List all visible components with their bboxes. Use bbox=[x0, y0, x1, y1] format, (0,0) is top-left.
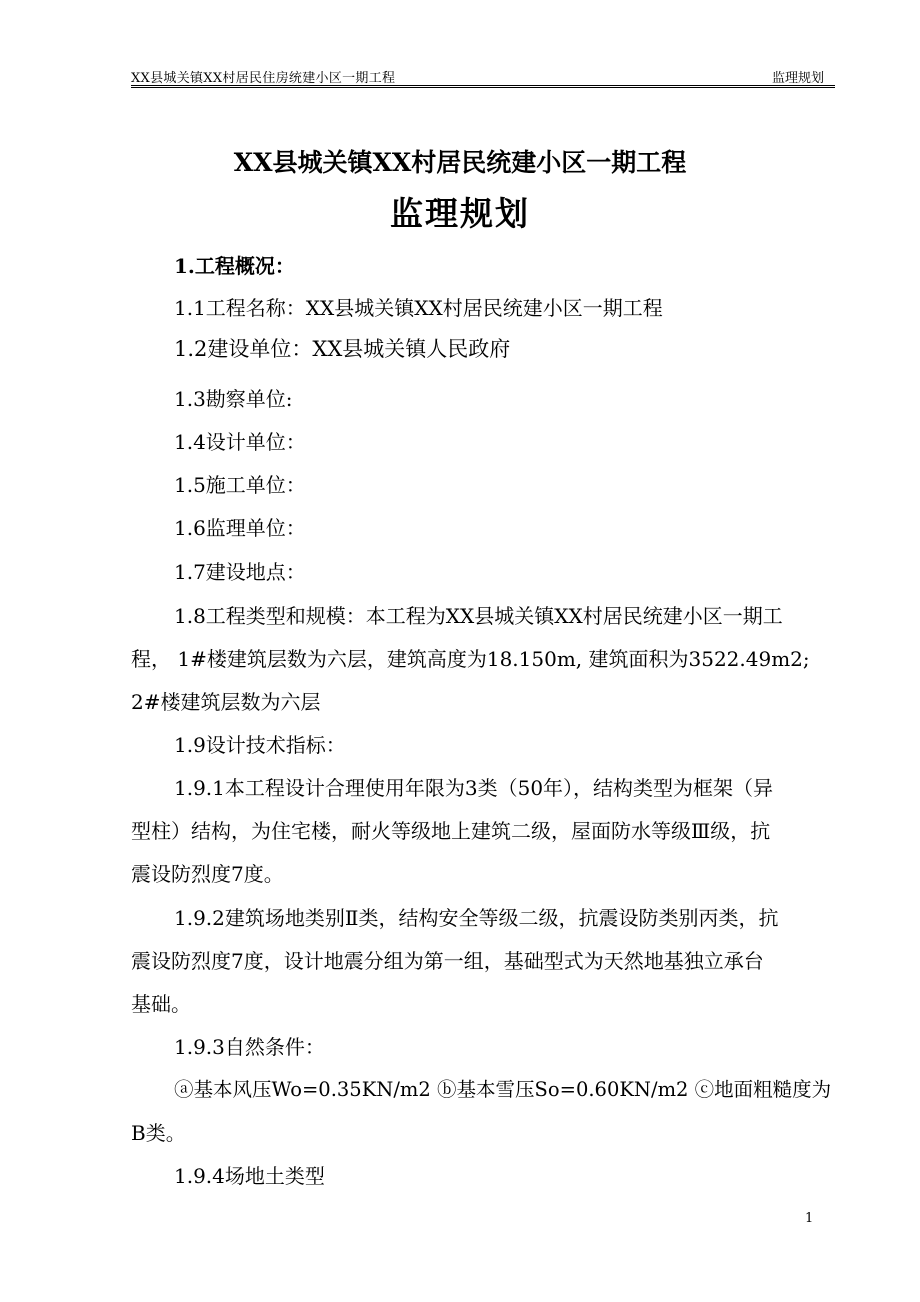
item-1-9-4: 1.9.4场地土类型 bbox=[174, 1164, 325, 1188]
document-subtitle: 监理规划 bbox=[390, 194, 530, 233]
para-1-8-line2: 程， 1#楼建筑层数为六层，建筑高度为18.150m, 建筑面积为3522.49m2; bbox=[131, 647, 810, 671]
document-title: XX县城关镇XX村居民统建小区一期工程 bbox=[233, 148, 687, 177]
natural-conditions-line1: ⓐ基本风压Wo=0.35KN/m2 ⓑ基本雪压So=0.60KN/m2 ⓒ地面粗糙度为 bbox=[174, 1078, 832, 1101]
item-1-7: 1.7建设地点： bbox=[174, 560, 306, 584]
para-1-9-1-line1: 1.9.1本工程设计合理使用年限为3类（50年），结构类型为框架（异 bbox=[174, 776, 774, 800]
header-section: 监理规划 bbox=[771, 71, 824, 86]
item-1-2: 1.2建设单位：XX县城关镇人民政府 bbox=[174, 337, 511, 361]
para-1-9-1-line3: 震设防烈度7度。 bbox=[131, 862, 284, 886]
para-1-8-line1: 1.8工程类型和规模：本工程为XX县城关镇XX村居民统建小区一期工 bbox=[174, 604, 783, 628]
page-number: 1 bbox=[805, 1211, 814, 1226]
header-rule-thin bbox=[131, 87, 835, 88]
para-1-8-line3: 2#楼建筑层数为六层 bbox=[131, 690, 321, 714]
para-1-9-1-line2: 型柱）结构，为住宅楼，耐火等级地上建筑二级，屋面防水等级Ⅲ级，抗 bbox=[131, 819, 771, 843]
section-heading: 1.工程概况： bbox=[174, 254, 295, 278]
item-1-9: 1.9设计技术指标： bbox=[174, 733, 346, 757]
para-1-9-2-line2: 震设防烈度7度，设计地震分组为第一组，基础型式为天然地基独立承台 bbox=[131, 949, 764, 973]
item-1-4: 1.4设计单位： bbox=[174, 430, 306, 454]
header-title: XX县城关镇XX村居民住房统建小区一期工程 bbox=[131, 71, 396, 86]
item-1-6: 1.6监理单位： bbox=[174, 516, 306, 540]
para-1-9-2-line3: 基础。 bbox=[131, 992, 191, 1016]
natural-conditions-line2: B类。 bbox=[131, 1121, 186, 1145]
para-1-9-2-line1: 1.9.2建筑场地类别Ⅱ类，结构安全等级二级，抗震设防类别丙类，抗 bbox=[174, 906, 779, 930]
item-1-5: 1.5施工单位： bbox=[174, 473, 306, 497]
item-1-3: 1.3勘察单位: bbox=[174, 387, 293, 411]
item-1-1: 1.1工程名称：XX县城关镇XX村居民统建小区一期工程 bbox=[174, 296, 663, 320]
item-1-9-3: 1.9.3自然条件： bbox=[174, 1035, 325, 1059]
header-rule bbox=[131, 85, 835, 86]
